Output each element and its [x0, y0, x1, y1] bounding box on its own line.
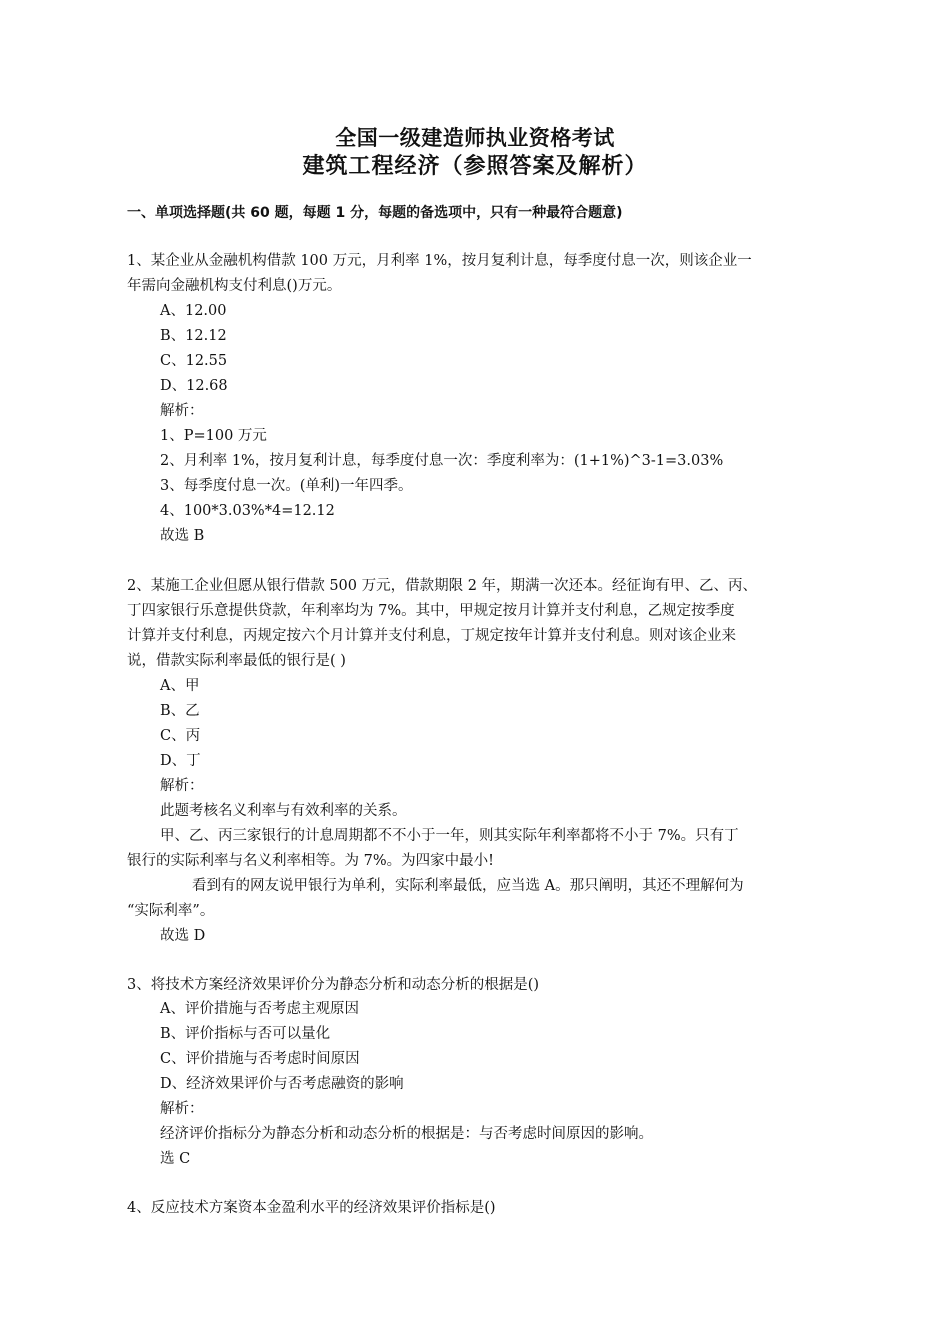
q1-option-c: C、12.55 [160, 353, 228, 369]
q3-stem: 3、将技术方案经济效果评价分为静态分析和动态分析的根据是() [127, 977, 540, 993]
q2-analysis-label: 解析： [160, 778, 204, 794]
q2-analysis-line2a: 甲、乙、丙三家银行的计息周期都不不小于一年，则其实际年利率都将不小于 7%。只有丁 [160, 828, 739, 844]
q1-option-b: B、12.12 [160, 328, 227, 344]
q1-stem-line2: 年需向金融机构支付利息()万元。 [127, 278, 342, 294]
q1-analysis-step: 2、月利率 1%，按月复利计息，每季度付息一次：季度利率为：(1+1%)^3-1=3.03% [160, 453, 724, 469]
q2-analysis-line3a: 看到有的网友说甲银行为单利，实际利率最低，应当选 A。那只阐明，其还不理解何为 [192, 878, 744, 894]
q2-option-c: C、丙 [160, 728, 201, 744]
q3-analysis: 经济评价指标分为静态分析和动态分析的根据是：与否考虑时间原因的影响。 [160, 1126, 653, 1142]
q2-option-b: B、乙 [160, 703, 200, 719]
q1-analysis-step: 3、每季度付息一次。(单利)一年四季。 [160, 478, 413, 494]
q2-analysis-line1: 此题考核名义利率与有效利率的关系。 [160, 803, 407, 819]
q3-option-a: A、评价措施与否考虑主观原因 [160, 1001, 359, 1017]
q2-option-a: A、甲 [160, 678, 200, 694]
q1-option-d: D、12.68 [160, 378, 228, 394]
q1-answer: 故选 B [160, 528, 205, 544]
q2-stem-line2: 丁四家银行乐意提供贷款，年利率均为 7%。其中，甲规定按月计算并支付利息，乙规定按季度 [127, 603, 735, 619]
q1-stem-line1: 1、某企业从金融机构借款 100 万元，月利率 1%，按月复利计息，每季度付息一次，则该企业一 [127, 253, 752, 269]
q3-answer: 选 C [160, 1151, 191, 1167]
q2-analysis-line2b: 银行的实际利率与名义利率相等。为 7%。为四家中最小! [127, 853, 494, 869]
section-heading: 一、单项选择题(共 60 题，每题 1 分，每题的备选项中，只有一种最符合题意) [127, 205, 623, 221]
q3-option-b: B、评价指标与否可以量化 [160, 1026, 331, 1042]
q4-stem: 4、反应技术方案资本金盈利水平的经济效果评价指标是() [127, 1200, 496, 1216]
q3-option-c: C、评价措施与否考虑时间原因 [160, 1051, 360, 1067]
q2-stem-line4: 说，借款实际利率最低的银行是( ) [127, 653, 346, 669]
q3-analysis-label: 解析： [160, 1101, 204, 1117]
q3-option-d: D、经济效果评价与否考虑融资的影响 [160, 1076, 404, 1092]
q2-stem-line3: 计算并支付利息，丙规定按六个月计算并支付利息，丁规定按年计算并支付利息。则对该企业来 [127, 628, 736, 644]
doc-title-line1: 全国一级建造师执业资格考试 [335, 126, 615, 150]
q2-answer: 故选 D [160, 928, 206, 944]
q1-analysis-step: 4、100*3.03%*4=12.12 [160, 503, 335, 519]
q1-analysis-label: 解析： [160, 403, 204, 419]
q1-option-a: A、12.00 [160, 303, 227, 319]
q2-stem-line1: 2、某施工企业但愿从银行借款 500 万元，借款期限 2 年，期满一次还本。经征询有甲、乙、丙、 [127, 578, 758, 594]
q2-analysis-line3b: “实际利率”。 [127, 903, 215, 919]
q2-option-d: D、丁 [160, 753, 201, 769]
q1-analysis-step: 1、P=100 万元 [160, 428, 267, 444]
doc-title-line2: 建筑工程经济（参照答案及解析） [302, 154, 648, 179]
